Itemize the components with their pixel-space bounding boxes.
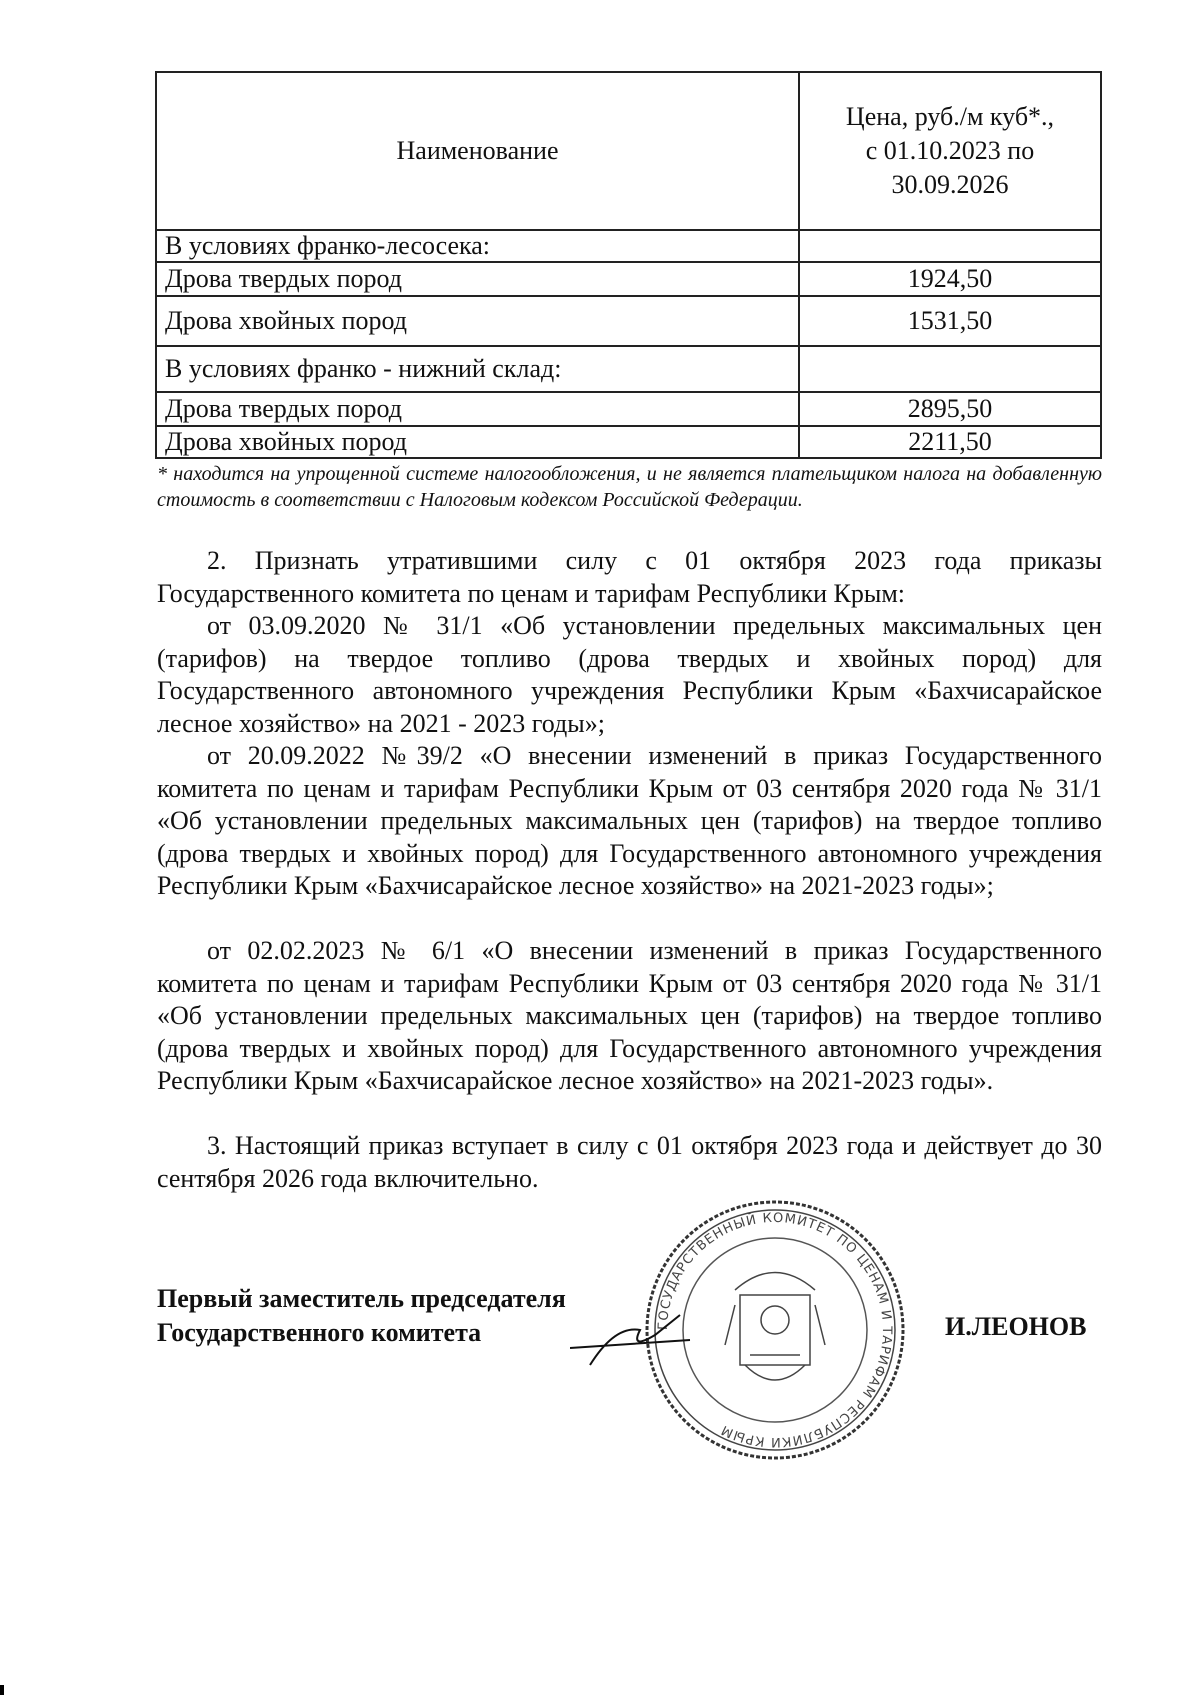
table-row xyxy=(156,262,1101,296)
header-name: Наименование xyxy=(156,72,799,230)
price-table xyxy=(155,71,1102,459)
row-price xyxy=(799,230,1101,262)
paragraph-2a xyxy=(157,610,1102,740)
seal-text: ГОСУДАРСТВЕННЫЙ КОМИТЕТ ПО ЦЕНАМ И ТАРИФАМ РЕСПУБЛИКИ КРЫМ xyxy=(655,1210,895,1450)
footnote: * находится на упрощенной системе налогообложения, и не является плательщиком налога на добавленную стоимость в соответствии с Налоговым кодексом Российской Федерации. xyxy=(157,463,1102,511)
row-price: 1531,50 xyxy=(799,296,1101,346)
table-header-row xyxy=(156,72,1101,230)
row-name: Дрова хвойных пород xyxy=(156,296,799,346)
row-price: 2211,50 xyxy=(799,426,1101,458)
paragraph-2 xyxy=(157,545,1102,610)
paragraph-2b xyxy=(157,740,1102,903)
table-row xyxy=(156,392,1101,426)
signatory-name: И.ЛЕОНОВ xyxy=(945,1312,1087,1341)
row-name: Дрова твердых пород xyxy=(156,392,799,426)
paragraph-3-text: 3. Настоящий приказ вступает в силу с 01 октября 2023 года и действует до 30 сентября 2026 года включительно. xyxy=(157,1131,1102,1193)
row-price xyxy=(799,346,1101,392)
header-price-line: 30.09.2026 xyxy=(891,170,1009,200)
row-name: В условиях франко-лесосека: xyxy=(156,230,799,262)
row-price: 1924,50 xyxy=(799,262,1101,296)
signatory-title-line: Первый заместитель председателя xyxy=(157,1284,566,1313)
header-price-line: Цена, руб./м куб*., xyxy=(845,101,1055,131)
table-row xyxy=(156,230,1101,262)
signatory-title xyxy=(157,1282,566,1350)
handwritten-signature-icon xyxy=(570,1310,710,1380)
paragraph-2b-text: от 20.09.2022 №39/2 «О внесении изменений в приказ Государственного комитета по ценам и тарифам Республики Крым от 03 сентября 2020 года № 31/1 «Об установлении предельных максимальных цен (тарифов) на твердое топливо (дрова твердых и хвойных пород) для Государственного автономного учреждения Республики Крым «Бахчисарайское лесное хозяйство» на 2021-2023 годы»; xyxy=(157,741,1102,900)
table-row xyxy=(156,296,1101,346)
row-name: Дрова хвойных пород xyxy=(156,426,799,458)
page-corner-mark xyxy=(0,1685,4,1695)
row-name: Дрова твердых пород xyxy=(156,262,799,296)
row-name: В условиях франко - нижний склад: xyxy=(156,346,799,392)
paragraph-3 xyxy=(157,1130,1102,1195)
row-price: 2895,50 xyxy=(799,392,1101,426)
paragraph-2c-text: от 02.02.2023 № 6/1 «О внесении изменений в приказ Государственного комитета по ценам и тарифам Республики Крым от 03 сентября 2020 года № 31/1 «Об установлении предельных максимальных цен (тарифов) на твердое топливо (дрова твердых и хвойных пород) для Государственного автономного учреждения Республики Крым «Бахчисарайское лесное хозяйство» на 2021-2023 годы». xyxy=(157,936,1102,1095)
signatory-title-line: Государственного комитета xyxy=(157,1318,482,1347)
header-price-line: с 01.10.2023 по xyxy=(865,135,1035,165)
table-row xyxy=(156,346,1101,392)
paragraph-2-text: 2. Признать утратившими силу с 01 октября 2023 года приказы Государственного комитета по ценам и тарифам Республики Крым: xyxy=(157,546,1102,608)
table-row xyxy=(156,426,1101,458)
header-price xyxy=(799,72,1101,230)
paragraph-2c xyxy=(157,935,1102,1098)
paragraph-2a-text: от 03.09.2020 № 31/1 «Об установлении предельных максимальных цен (тарифов) на твердое топливо (дрова твердых и хвойных пород) для Государственного автономного учреждения Республики Крым «Бахчисарайское лесное хозяйство» на 2021 - 2023 годы»; xyxy=(157,611,1102,738)
